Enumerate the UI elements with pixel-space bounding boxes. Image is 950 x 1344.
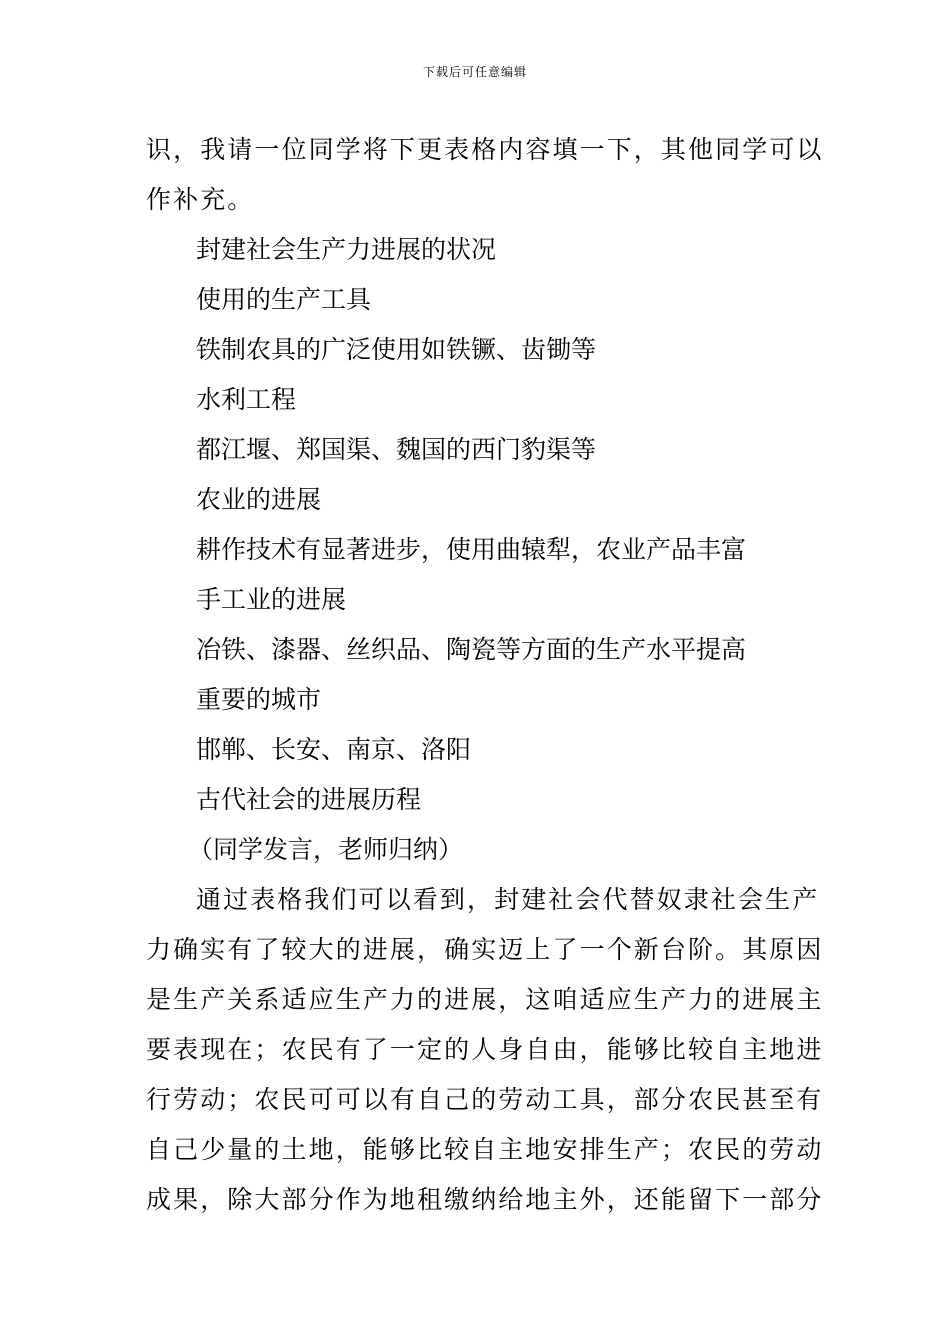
summary-line: 通过表格我们可以看到，封建社会代替奴隶社会生产 xyxy=(196,885,820,914)
table-row: 邯郸、长安、南京、洛阳 xyxy=(196,735,472,764)
table-row: 使用的生产工具 xyxy=(196,285,372,314)
summary-line: 行劳动；农民可可以有自己的劳动工具，部分农民甚至有 xyxy=(146,1085,824,1114)
table-row: 古代社会的进展历程 xyxy=(196,785,422,814)
summary-line: 自己少量的土地，能够比较自主地安排生产；农民的劳动 xyxy=(146,1135,824,1164)
summary-line: 力确实有了较大的进展，确实迈上了一个新台阶。其原因 xyxy=(146,935,824,964)
intro-line: 识，我请一位同学将下更表格内容填一下，其他同学可以 xyxy=(146,135,824,164)
table-row: 水利工程 xyxy=(196,385,297,414)
table-title: 封建社会生产力进展的状况 xyxy=(196,235,497,264)
table-row: 耕作技术有显著进步，使用曲辕犁，农业产品丰富 xyxy=(196,535,747,564)
summary-line: 成果，除大部分作为地租缴纳给地主外，还能留下一部分 xyxy=(146,1185,824,1214)
table-row: 都江堰、郑国渠、魏国的西门豹渠等 xyxy=(196,435,597,464)
document-body xyxy=(146,125,824,1225)
page-header: 下载后可任意编辑 xyxy=(422,65,527,79)
summary-line: 要表现在；农民有了一定的人身自由，能够比较自主地进 xyxy=(146,1035,824,1064)
table-row: 重要的城市 xyxy=(196,685,322,714)
table-row: 手工业的进展 xyxy=(196,585,347,614)
discussion-note: （同学发言，老师归纳） xyxy=(188,835,464,864)
table-row: 农业的进展 xyxy=(196,485,322,514)
table-row: 冶铁、漆器、丝织品、陶瓷等方面的生产水平提高 xyxy=(196,635,747,664)
intro-line: 作补充。 xyxy=(146,185,255,214)
summary-line: 是生产关系适应生产力的进展，这咱适应生产力的进展主 xyxy=(146,985,824,1014)
table-row: 铁制农具的广泛使用如铁镢、齿锄等 xyxy=(196,335,597,364)
